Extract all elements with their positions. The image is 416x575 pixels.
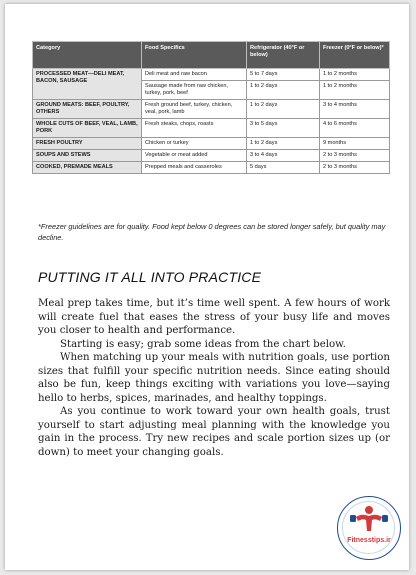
paragraph: As you continue to work toward your own health goals, trust yourself to start adjusting meal planning with the knowledge you gain in the process. Try new recipes and scale portion sizes up (or down) to meet your changing goals. <box>38 406 390 458</box>
row-category: COOKED, PREMADE MEALS <box>33 161 142 173</box>
table-row <box>33 161 390 173</box>
header-freezer: Freezer (0°F or below)* <box>320 42 390 69</box>
watermark-logo <box>337 496 401 560</box>
row-refrigerator: 1 to 2 days <box>247 80 320 99</box>
row-freezer: 1 to 2 months <box>320 80 390 99</box>
row-category: SOUPS AND STEWS <box>33 149 142 161</box>
header-food-specifics: Food Specifics <box>142 42 247 69</box>
paragraph: Meal prep takes time, but it’s time well spent. A few hours of work will create fuel that eases the stress of your busy life and moves you closer to health and performance. <box>38 298 390 336</box>
row-food: Fresh steaks, chops, roasts <box>142 118 247 137</box>
table-row <box>33 69 390 81</box>
row-food: Chicken or turkey <box>142 137 247 149</box>
table-row <box>33 149 390 161</box>
row-freezer: 9 months <box>320 137 390 149</box>
section-heading: PUTTING IT ALL INTO PRACTICE <box>38 269 262 285</box>
row-refrigerator: 5 days <box>247 161 320 173</box>
row-refrigerator: 1 to 2 days <box>247 99 320 118</box>
food-storage-table <box>32 41 390 174</box>
row-refrigerator: 1 to 2 days <box>247 137 320 149</box>
row-category: WHOLE CUTS OF BEEF, VEAL, LAMB, PORK <box>33 118 142 137</box>
table-row <box>33 99 390 118</box>
row-freezer: 2 to 3 months <box>320 149 390 161</box>
table-footnote: *Freezer guidelines are for quality. Food kept below 0 degrees can be stored longer safely, but quality may decline. <box>38 222 386 242</box>
row-refrigerator: 3 to 5 days <box>247 118 320 137</box>
row-food: Deli meat and raw bacon <box>142 69 247 81</box>
row-freezer: 2 to 3 months <box>320 161 390 173</box>
document-page <box>5 4 409 570</box>
row-refrigerator: 5 to 7 days <box>247 69 320 81</box>
row-freezer: 1 to 2 months <box>320 69 390 81</box>
row-category: PROCESSED MEAT—DELI MEAT, BACON, SAUSAGE <box>33 69 142 100</box>
row-food: Vegetable or meat added <box>142 149 247 161</box>
row-freezer: 3 to 4 months <box>320 99 390 118</box>
table-header-row <box>33 42 390 69</box>
row-category: GROUND MEATS: BEEF, POULTRY, OTHERS <box>33 99 142 118</box>
row-freezer: 4 to 6 months <box>320 118 390 137</box>
paragraph: Starting is easy; grab some ideas from the chart below. <box>60 338 346 350</box>
row-category: FRESH POULTRY <box>33 137 142 149</box>
row-refrigerator: 3 to 4 days <box>247 149 320 161</box>
row-food: Prepped meals and casseroles <box>142 161 247 173</box>
header-category: Category <box>33 42 142 69</box>
paragraph: When matching up your meals with nutrition goals, use portion sizes that fulfill your specific nutrition needs. Since eating should also be fun, keep things exciting with variations you love—saying hello to herbs, spices, marinades, and healthy toppings. <box>38 352 390 404</box>
row-food: Sausage made from raw chicken, turkey, pork, beef <box>142 80 247 99</box>
table-row <box>33 137 390 149</box>
watermark-text: Fitnesstips.ir <box>347 537 391 544</box>
athlete-figure-icon <box>338 501 400 541</box>
table-row <box>33 118 390 137</box>
header-refrigerator: Refrigerator (40°F or below) <box>247 42 320 69</box>
row-food: Fresh ground beef, turkey, chicken, veal, pork, lamb <box>142 99 247 118</box>
body-text <box>38 297 390 459</box>
